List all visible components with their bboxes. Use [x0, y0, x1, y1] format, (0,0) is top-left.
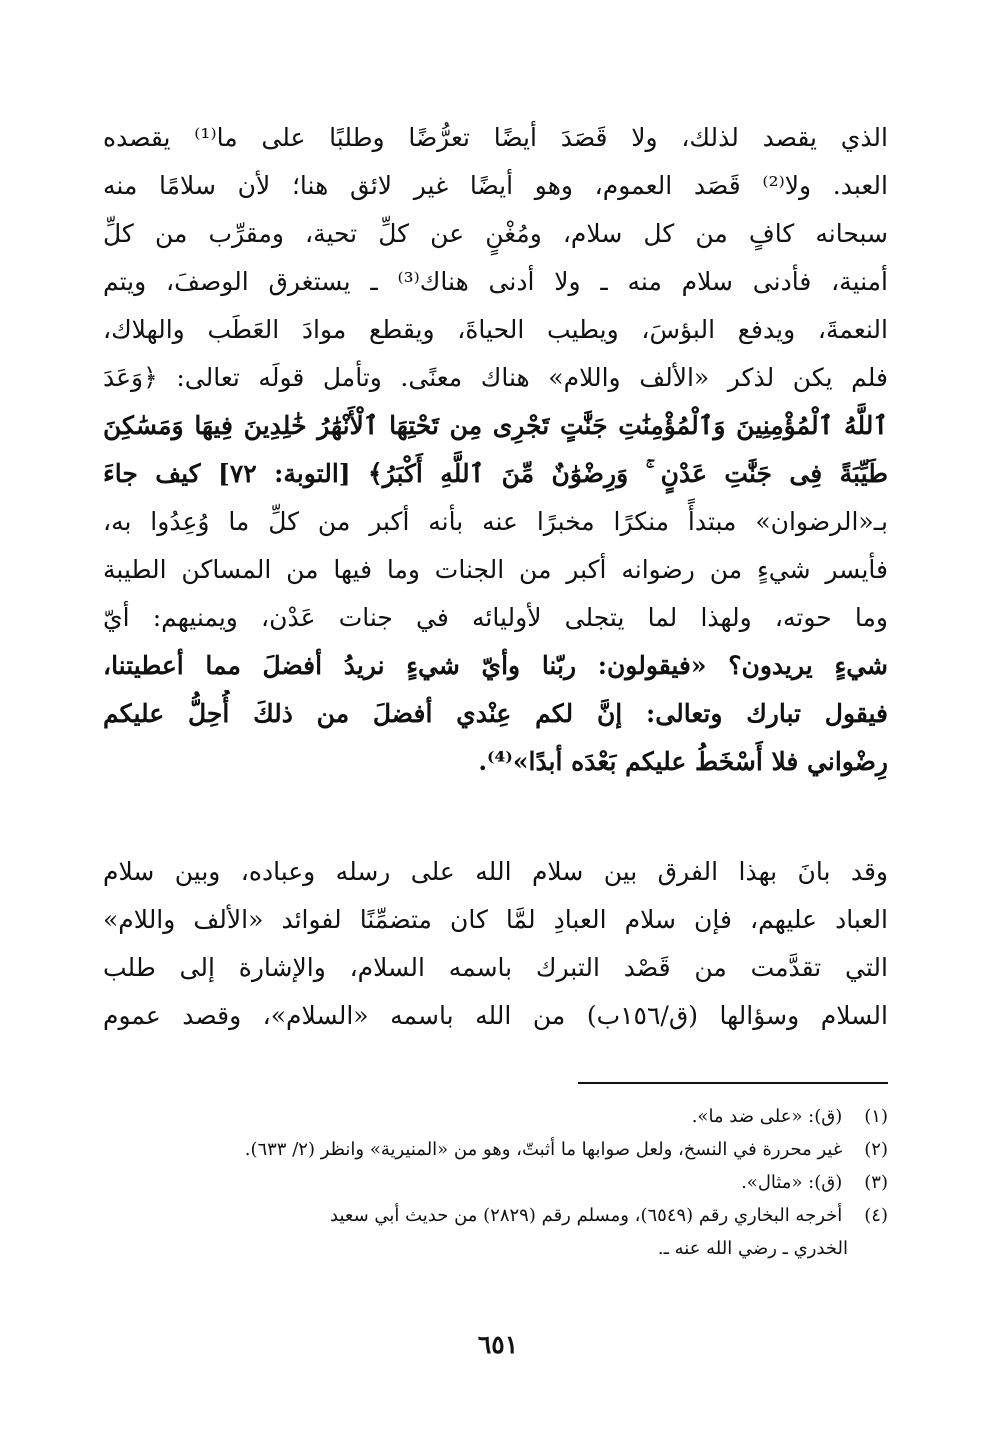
footnote-continuation: الخدري ـ رضي الله عنه ـ.	[657, 1238, 848, 1259]
text-line: وما حوته، ولهذا لما يتجلى لأوليائه في جنات عَدْن، ويمنيهم: أيّ	[103, 603, 888, 632]
main-paragraph-2	[103, 848, 888, 1040]
footnote-text: أخرجه البخاري رقم (٦٥٤٩)، ومسلم رقم (٢٨٢٩) من حديث أبي سعيد	[330, 1205, 843, 1226]
text-line: فأيسر شيءٍ من رضوانه أكبر من الجنات وما فيها من المساكن الطيبة	[103, 555, 888, 584]
quran-verse-line: طَيِّبَةً فِى جَنَّٰتِ عَدْنٍ ۚ وَرِضْوَٰنٌ مِّنَ ٱللَّهِ أَكْبَرُ﴾ [التوبة: ٧٢] كيف جاءَ	[103, 459, 888, 488]
footnote-number: (٢)	[864, 1139, 888, 1160]
text-line: النعمةَ، ويدفع البؤسَ، ويطيب الحياةَ، ويقطع موادَ العَطَب والهلاك،	[103, 315, 888, 344]
text-line: التي تقدَّمت من قَصْد التبرك باسمه السلام، والإشارة إلى طلب	[103, 953, 888, 982]
footnote-text: (ق): «على ضد ما».	[691, 1106, 843, 1127]
text-line: أمنية، فأدنى سلام منه ـ ولا أدنى هناك⁽³⁾ ـ يستغرق الوصفَ، ويتم	[103, 267, 888, 296]
footnote-text: (ق): «مثال».	[741, 1172, 843, 1193]
footnote	[103, 1166, 888, 1199]
footnote-text: غير محررة في النسخ، ولعل صوابها ما أثبتّ، وهو من «المنيرية» وانظر (٢/ ٦٣٣).	[244, 1139, 843, 1160]
text-line: الذي يقصد لذلك، ولا قَصَدَ أيضًا تعرُّضًا وطلبًا على ما⁽¹⁾ يقصده	[103, 123, 888, 152]
footnote	[103, 1100, 888, 1133]
text-line: العباد عليهم، فإن سلام العبادِ لمَّا كان متضمِّنًا لفوائد «الألف واللام»	[103, 905, 888, 934]
text-line: السلام وسؤالها (ق/١٥٦ب) من الله باسمه «السلام»، وقصد عموم	[103, 1001, 888, 1030]
text-line: فلم يكن لذكر «الألف واللام» هناك معنًى. وتأمل قولَه تعالى: ﴿وَعَدَ	[103, 363, 888, 392]
footnote	[103, 1199, 888, 1232]
page-number: ٦٥١	[477, 1330, 519, 1359]
hadith-line: فيقول تبارك وتعالى: إنَّ لكم عِنْدي أفضلَ من ذلكَ أُحِلُّ عليكم	[103, 699, 888, 728]
text-line: سبحانه كافٍ من كل سلام، ومُغْنٍ عن كلِّ تحية، ومقرِّب من كلِّ	[103, 219, 888, 248]
footnote-separator	[578, 1082, 888, 1084]
footnotes	[103, 1100, 888, 1265]
footnote-number: (١)	[864, 1106, 888, 1127]
hadith-line: رِضْواني فلا أَسْخَطُ عليكم بَعْدَه أبدًا»⁽⁴⁾.	[478, 747, 888, 776]
hadith-line: شيءٍ يريدون؟ «فيقولون: ربّنا وأيّ شيءٍ نريدُ أفضلَ مما أعطيتنا،	[103, 651, 888, 680]
footnote	[103, 1133, 888, 1166]
footnote-number: (٣)	[864, 1172, 888, 1193]
text-line: بـ«الرضوان» مبتدأً منكرًا مخبرًا عنه بأنه أكبر من كلِّ ما وُعِدُوا به،	[103, 507, 888, 536]
quran-verse-line: ٱللَّهُ ٱلْمُؤْمِنِينَ وَٱلْمُؤْمِنَٰتِ جَنَّٰتٍ تَجْرِى مِن تَحْتِهَا ٱلْأَنْهَٰرُ خَٰلِدِينَ فِيهَا وَمَسَٰكِنَ	[103, 411, 888, 440]
text-line: وقد بانَ بهذا الفرق بين سلام الله على رسله وعباده، وبين سلام	[103, 857, 888, 886]
main-paragraph-1	[103, 114, 888, 786]
text-line: العبد. ولا⁽²⁾ قَصَد العموم، وهو أيضًا غير لائق هنا؛ لأن سلامًا منه	[103, 171, 888, 200]
footnote-number: (٤)	[864, 1205, 888, 1226]
